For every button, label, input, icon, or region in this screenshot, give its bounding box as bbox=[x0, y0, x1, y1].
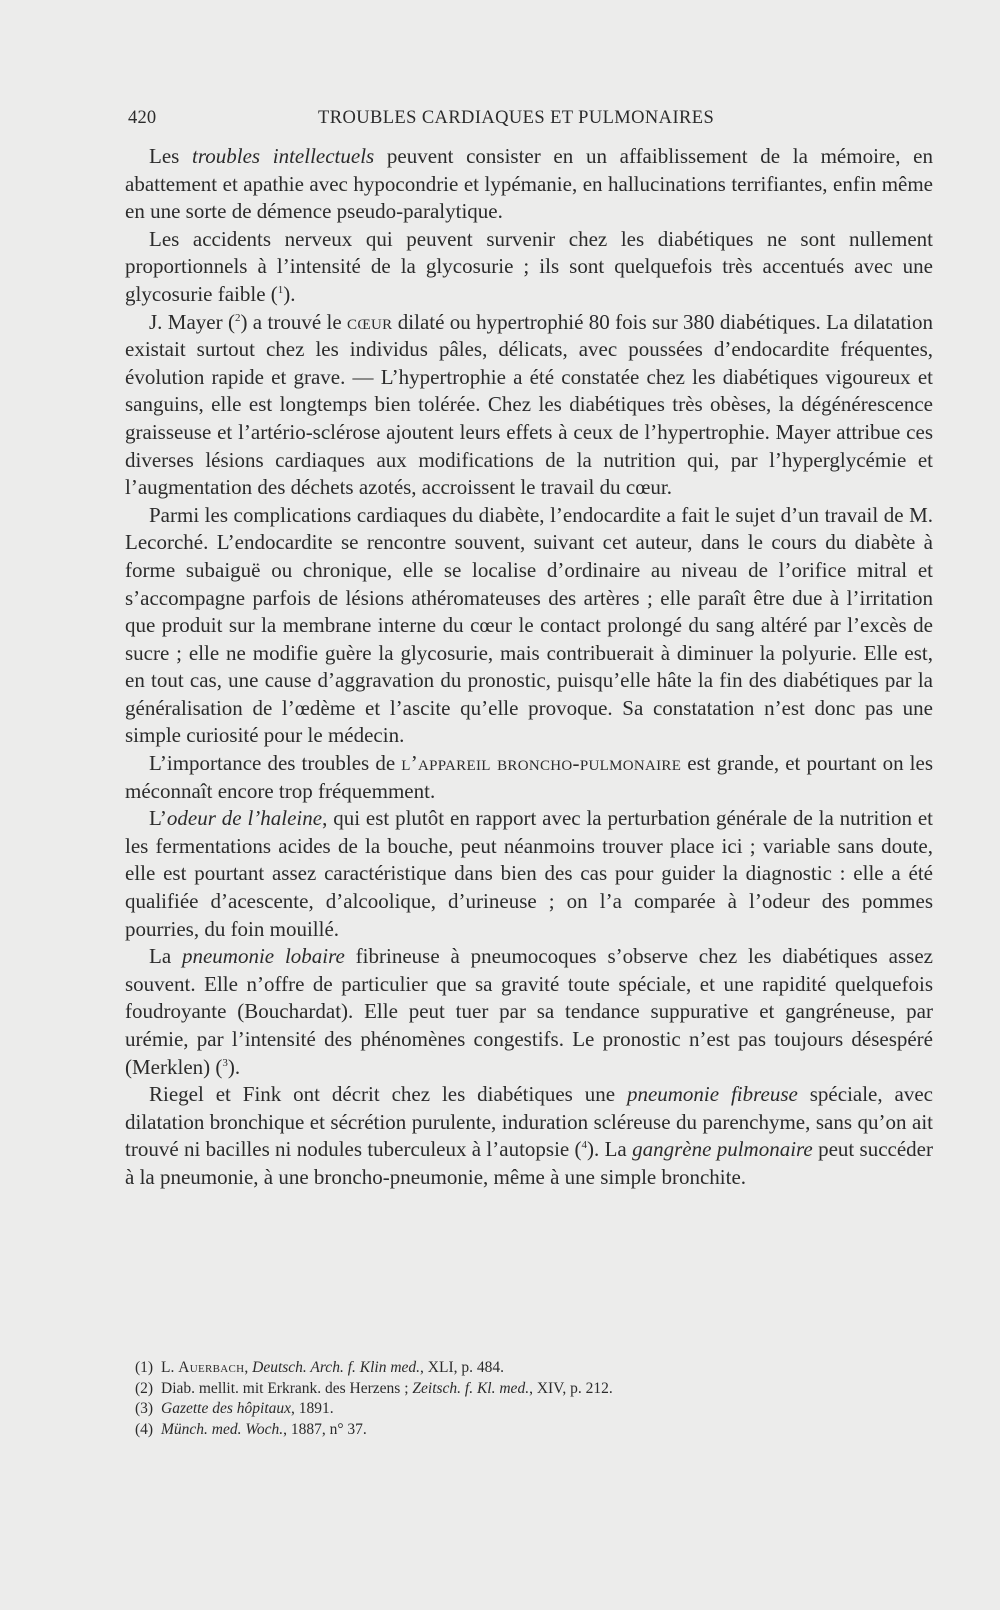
page-header bbox=[128, 108, 946, 134]
footnote-2 bbox=[135, 1379, 935, 1400]
text-run: dilaté ou hypertrophié 80 fois sur 380 diabétiques. La dilatation existait surtout chez les individus pâles, délicats, avec poussées d’endocardite fréquentes, évolution rapide et grave. — L’hypertrophie a été constatée chez les diabétiques vigoureux et sanguins, elle est longtemps bien tolérée. Chez les diabétiques très obèses, la dégénérescence graisseuse et l’artério-sclérose ajoutent leurs effets à ceux de l’hypertrophie. Mayer attribue ces diverses lésions cardiaques aux modifications de la nutrition qui, par l’hyperglycémie et l’augmentation des déchets azotés, accroissent le travail du cœur. bbox=[125, 309, 933, 500]
text-run: peut succéder à la pneumonie, à une broncho-pneumonie, même à une simple bronchite. bbox=[125, 1137, 933, 1189]
text-run: , 1891. bbox=[291, 1400, 334, 1417]
paragraph-heart-mayer bbox=[125, 309, 933, 502]
text-run: ). bbox=[227, 1054, 241, 1079]
footnote-4 bbox=[135, 1420, 935, 1441]
paragraph-lobar-pneumonia bbox=[125, 943, 933, 1081]
text-run: Riegel et Fink ont décrit chez les diabétiques une bbox=[149, 1082, 627, 1107]
italic-term: odeur de l’haleine bbox=[166, 806, 323, 831]
author-name: Auerbach bbox=[178, 1359, 245, 1376]
text-run: ). bbox=[283, 281, 296, 306]
footnote-ref: 4 bbox=[581, 1139, 588, 1152]
text-run: L’importance des troubles de bbox=[149, 751, 402, 776]
paragraph-fibrous-pneumonia bbox=[125, 1081, 933, 1191]
text-run: , bbox=[244, 1359, 253, 1376]
text-run: spéciale, avec dilatation bronchique et sécrétion purulente, induration scléreuse du parenchyme, sans qu’on ait trouvé ni bacilles ni nodules tuberculeux à l’autopsie ( bbox=[125, 1082, 933, 1162]
text-run: L. bbox=[161, 1359, 179, 1376]
footnote-ref: 1 bbox=[277, 283, 284, 296]
small-caps-term: cœur bbox=[347, 309, 393, 334]
body-text bbox=[125, 143, 933, 1192]
italic-term: gangrène pulmonaire bbox=[632, 1137, 813, 1162]
text-run: , 1887, n° 37. bbox=[283, 1420, 367, 1438]
journal-title: Gazette des hôpitaux bbox=[161, 1400, 292, 1417]
small-caps-term: l’appareil broncho-pulmonaire bbox=[401, 751, 682, 776]
italic-term: pneumonie lobaire bbox=[181, 944, 345, 969]
footnote-mark: (2) bbox=[135, 1379, 154, 1397]
paragraph-endocarditis: Parmi les complications cardiaques du diabète, l’endocardite a fait le sujet d’un travail de M. Lecorché. L’endocardite se rencontre souvent, suivant cet auteur, dans le cours du diabète à forme subaiguë ou chronique, elle se localise d’ordinaire au niveau de l’orifice mitral et s’accompagne parfois de lésions athéromateuses des artères ; elle paraît être due à l’irritation que produit sur la membrane interne du cœur le contact prolongé du sang altéré par l’excès de sucre ; elle ne modifie guère la glycosurie, mais contribuerait à diminuer la polyurie. Elle est, en tout cas, une cause d’aggravation du pronostic, puisqu’elle hâte la fin des diabétiques par la généralisation de l’œdème et l’ascite qu’elle provoque. Sa constatation n’est donc pas une simple curiosité pour le médecin. bbox=[125, 502, 933, 748]
italic-term: troubles intellectuels bbox=[192, 144, 375, 168]
journal-title: Zeitsch. f. Kl. med. bbox=[412, 1379, 530, 1397]
paragraph-intellectual-troubles bbox=[125, 143, 933, 226]
footnote-mark: (4) bbox=[135, 1420, 154, 1438]
journal-title: Deutsch. Arch. f. Klin med. bbox=[252, 1359, 421, 1376]
text-run: J. Mayer ( bbox=[149, 309, 235, 334]
journal-title: Münch. med. Woch. bbox=[161, 1420, 284, 1438]
footnotes bbox=[135, 1358, 935, 1440]
footnote-ref: 2 bbox=[234, 311, 241, 324]
running-title: TROUBLES CARDIAQUES ET PULMONAIRES bbox=[318, 108, 715, 128]
text-run: La bbox=[149, 944, 182, 969]
text-run: peuvent consister en un affaiblissement de la mémoire, en abattement et apathie avec hypocondrie et lypémanie, en hallucinations terrifiantes, enfin même en une sorte de démence pseudo-paralytique. bbox=[125, 144, 933, 224]
text-run: ) a trouvé le bbox=[240, 309, 348, 334]
text-run: Diab. mellit. mit Erkrank. des Herzens ; bbox=[161, 1379, 413, 1397]
paragraph-nervous-accidents bbox=[125, 226, 933, 309]
text-run: , qui est plutôt en rapport avec la perturbation générale de la nutrition et les fermentations acides de la bouche, peut néanmoins trouver place ici ; variable sans doute, elle est pourtant assez caractéristique dans bien des cas pour guider la diagnostic : elle a été qualifiée d’acescente, d’alcoolique, d’urineuse ; on l’a comparée à l’odeur des pommes pourries, du foin mouillé. bbox=[125, 806, 934, 941]
footnote-ref: 3 bbox=[222, 1056, 228, 1069]
text-run: L’ bbox=[149, 806, 167, 831]
text-run: Les accidents nerveux qui peuvent survenir chez les diabétiques ne sont nullement proportionnels à l’intensité de la glycosurie ; ils sont quelquefois très accentués avec une glycosurie faible ( bbox=[125, 226, 933, 306]
text-run: Les bbox=[149, 144, 193, 168]
text-run: , XLI, p. 484. bbox=[420, 1359, 504, 1376]
paragraph-breath-odor bbox=[125, 805, 933, 943]
footnote-mark: (1) bbox=[135, 1359, 154, 1376]
text-run: ). La bbox=[587, 1137, 633, 1162]
text-run: , XIV, p. 212. bbox=[529, 1379, 613, 1397]
footnote-3 bbox=[135, 1399, 935, 1420]
footnote-mark: (3) bbox=[135, 1400, 154, 1417]
footnote-1 bbox=[135, 1358, 935, 1379]
paragraph-broncho-pulmonary bbox=[125, 750, 933, 805]
text-run: fibrineuse à pneumocoques s’observe chez les diabétiques assez souvent. Elle n’offre de particulier que sa gravité toute spéciale, et une rapidité quelquefois foudroyante (Bouchardat). Elle peut tuer par sa tendance suppurative et gangréneuse, par urémie, par l’intensité des phénomènes congestifs. Le pronostic n’est pas toujours désespéré (Merklen) ( bbox=[125, 944, 933, 1079]
italic-term: pneumonie fibreuse bbox=[626, 1082, 798, 1107]
page-number: 420 bbox=[128, 108, 157, 128]
text-run: est grande, et pourtant on les méconnaît encore trop fréquemment. bbox=[125, 751, 933, 803]
